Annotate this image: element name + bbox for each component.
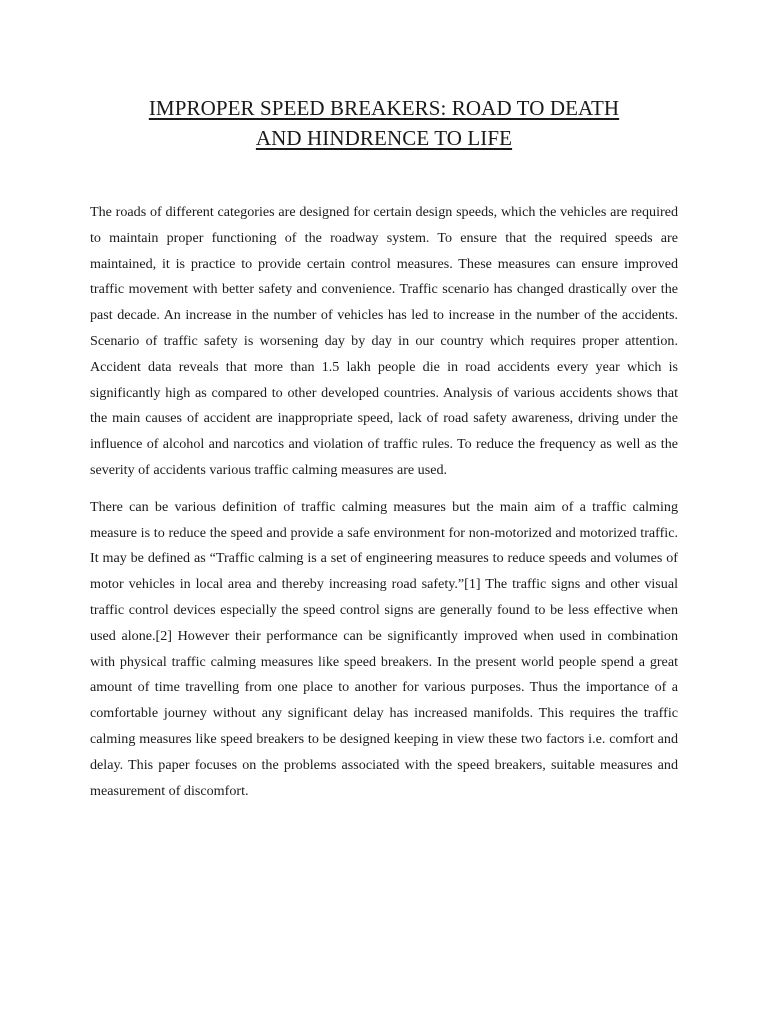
title-line-1: IMPROPER SPEED BREAKERS: ROAD TO DEATH (148, 96, 620, 120)
document-body (90, 200, 678, 815)
title-line-2: AND HINDRENCE TO LIFE (255, 126, 513, 150)
paragraph-1: The roads of different categories are designed for certain design speeds, which the vehicles are required to maintain proper functioning of the roadway system. To ensure that the required speeds are maintained, it is practice to provide certain control measures. These measures can ensure improved traffic movement with better safety and convenience. Traffic scenario has changed drastically over the past decade. An increase in the number of vehicles has led to increase in the number of the accidents. Scenario of traffic safety is worsening day by day in our country which requires proper attention. Accident data reveals that more than 1.5 lakh people die in road accidents every year which is significantly high as compared to other developed countries. Analysis of various accidents shows that the main causes of accident are inappropriate speed, lack of road safety awareness, driving under the influence of alcohol and narcotics and violation of traffic rules. To reduce the frequency as well as the severity of accidents various traffic calming measures are used. (90, 204, 678, 478)
paragraph-2: There can be various definition of traffic calming measures but the main aim of a traffic calming measure is to reduce the speed and provide a safe environment for non-motorized and motorized traffic. It may be defined as “Traffic calming is a set of engineering measures to reduce speeds and volumes of motor vehicles in local area and thereby increasing road safety.”[1] The traffic signs and other visual traffic control devices especially the speed control signs are generally found to be less effective when used alone.[2] However their performance can be significantly improved when used in combination with physical traffic calming measures like speed breakers. In the present world people spend a great amount of time travelling from one place to another for various purposes. Thus the importance of a comfortable journey without any significant delay has increased manifolds. This requires the traffic calming measures like speed breakers to be designed keeping in view these two factors i.e. comfort and delay. This paper focuses on the problems associated with the speed breakers, suitable measures and measurement of discomfort. (90, 498, 678, 799)
document-title (90, 93, 678, 153)
